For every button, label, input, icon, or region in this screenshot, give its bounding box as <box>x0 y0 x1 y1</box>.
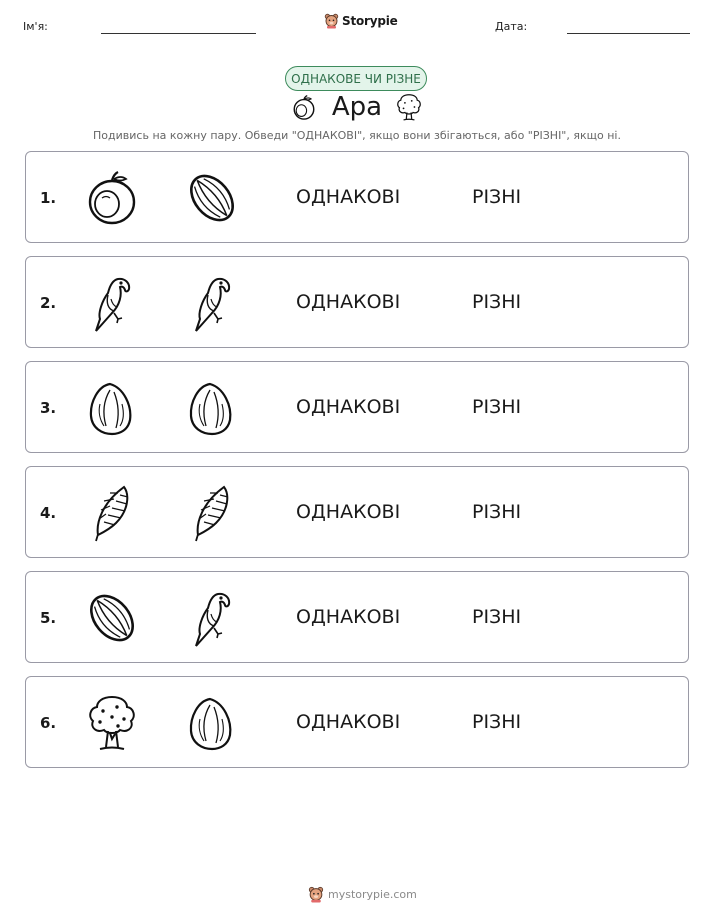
same-option[interactable]: ОДНАКОВІ <box>296 711 401 733</box>
name-label: Ім'я: <box>23 20 48 33</box>
different-option[interactable]: РІЗНІ <box>472 291 522 313</box>
seed-icon <box>84 588 140 648</box>
almond-icon <box>184 693 240 753</box>
footer-link[interactable]: mystorypie.com <box>328 888 417 901</box>
parrot-icon <box>84 273 140 333</box>
different-option[interactable]: РІЗНІ <box>472 606 522 628</box>
bear-mascot-icon <box>324 13 339 29</box>
bear-mascot-icon <box>308 886 324 903</box>
question-number: 4. <box>40 504 57 522</box>
instructions: Подивись на кожну пару. Обведи "ОДНАКОВІ", якщо вони збігаються, або "РІЗНІ", якщо ні. <box>93 129 621 142</box>
footer <box>308 886 417 903</box>
date-line[interactable] <box>567 33 690 34</box>
different-option[interactable]: РІЗНІ <box>472 501 522 523</box>
different-option[interactable]: РІЗНІ <box>472 711 522 733</box>
storypie-logo <box>324 13 398 29</box>
feather-icon <box>184 483 240 543</box>
question-number: 1. <box>40 189 57 207</box>
question-number: 6. <box>40 714 57 732</box>
same-option[interactable]: ОДНАКОВІ <box>296 291 401 313</box>
parrot-icon <box>184 273 240 333</box>
same-option[interactable]: ОДНАКОВІ <box>296 396 401 418</box>
question-row-3 <box>25 361 689 453</box>
seed-icon <box>184 168 240 228</box>
name-line[interactable] <box>101 33 256 34</box>
question-row-5 <box>25 571 689 663</box>
tree-icon <box>84 693 140 753</box>
parrot-icon <box>184 588 240 648</box>
different-option[interactable]: РІЗНІ <box>472 396 522 418</box>
question-row-4 <box>25 466 689 558</box>
logo-text: Storypie <box>342 14 398 28</box>
tree-icon <box>395 92 423 122</box>
question-number: 5. <box>40 609 57 627</box>
worksheet-title: Ара <box>331 92 383 122</box>
different-option[interactable]: РІЗНІ <box>472 186 522 208</box>
almond-icon <box>84 378 140 438</box>
question-number: 2. <box>40 294 57 312</box>
same-option[interactable]: ОДНАКОВІ <box>296 501 401 523</box>
question-row-2 <box>25 256 689 348</box>
almond-icon <box>184 378 240 438</box>
question-row-6 <box>25 676 689 768</box>
same-option[interactable]: ОДНАКОВІ <box>296 606 401 628</box>
plum-icon <box>84 168 140 228</box>
date-label: Дата: <box>495 20 528 33</box>
question-number: 3. <box>40 399 57 417</box>
worksheet-type-badge: ОДНАКОВЕ ЧИ РІЗНЕ <box>285 66 427 91</box>
question-row-1 <box>25 151 689 243</box>
feather-icon <box>84 483 140 543</box>
same-option[interactable]: ОДНАКОВІ <box>296 186 401 208</box>
